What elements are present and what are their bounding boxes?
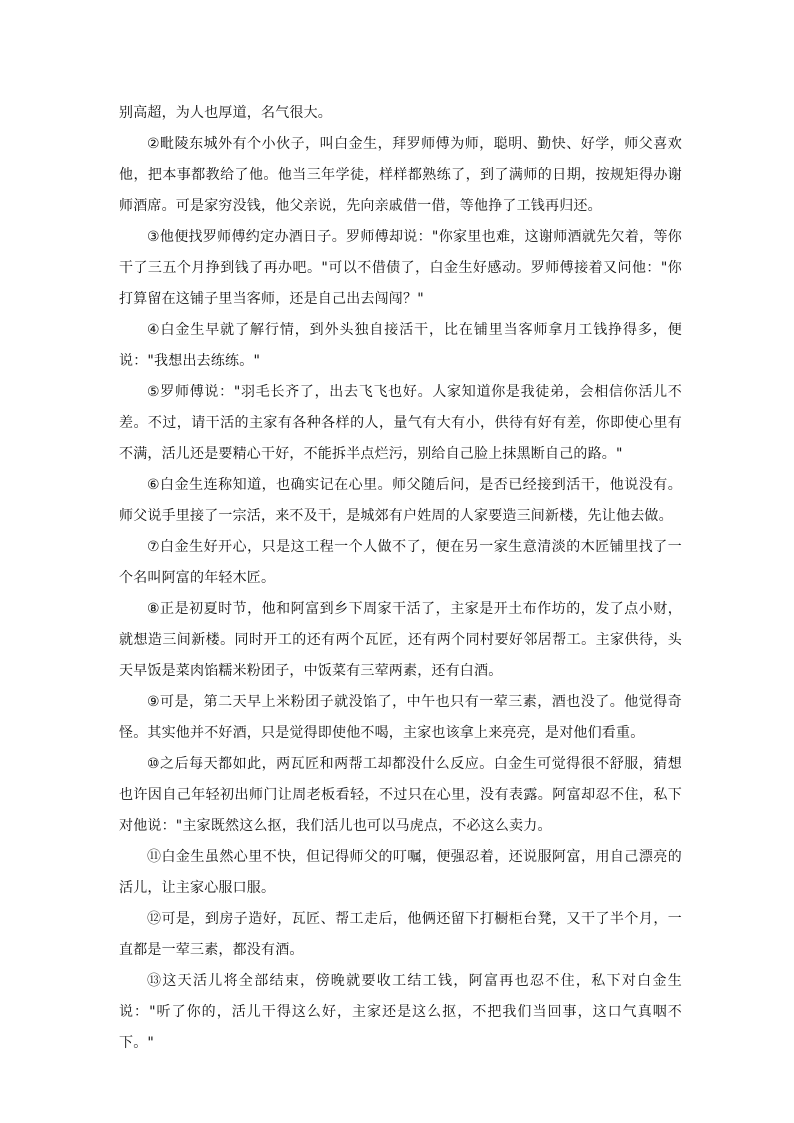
paragraph-12: ⑫可是，到房子造好，瓦匠、帮工走后，他俩还留下打橱柜台凳，又干了半个月，一直都是一荤三素，都没有酒。 bbox=[119, 911, 682, 958]
paragraph-5: ⑤罗师傅说："羽毛长齐了，出去飞飞也好。人家知道你是我徒弟，会相信你活儿不差。不过，请干活的主家有各种各样的人，量气有大有小，供待有好有差，你即使心里有不满，活儿还是要精心干好，不能拆半点烂污，别给自己脸上抹黑断自己的路。" bbox=[119, 384, 682, 462]
paragraph-13: ⑬这天活儿将全部结束，傍晚就要收工结工钱，阿富再也忍不住，私下对白金生说："听了你的，活儿干得这么好，主家还是这么抠，不把我们当回事，这口气真咽不下。" bbox=[119, 973, 682, 1051]
paragraph-9: ⑨可是，第二天早上米粉团子就没馅了，中午也只有一荤三素，酒也没了。他觉得奇怪。其实他并不好酒，只是觉得即使他不喝，主家也该拿上来亮亮，是对他们看重。 bbox=[119, 694, 682, 741]
paragraph-3: ③他便找罗师傅约定办酒日子。罗师傅却说："你家里也难，这谢师酒就先欠着，等你干了三五个月挣到钱了再办吧。"可以不借债了，白金生好感动。罗师傅接着又问他："你打算留在这铺子里当客师，还是自己出去闯闯？" bbox=[119, 229, 682, 307]
paragraph-8: ⑧正是初夏时节，他和阿富到乡下周家干活了，主家是开土布作坊的，发了点小财，就想造三间新楼。同时开工的还有两个瓦匠，还有两个同村要好邻居帮工。主家供待，头天早饭是菜肉馅糯米粉团子，中饭菜有三荤两素，还有白酒。 bbox=[119, 601, 682, 679]
paragraph-6: ⑥白金生连称知道，也确实记在心里。师父随后问，是否已经接到活干，他说没有。师父说手里接了一宗活，来不及干，是城郊有户姓周的人家要造三间新楼，先让他去做。 bbox=[119, 477, 682, 524]
paragraph-continued: 别高超，为人也厚道，名气很大。 bbox=[119, 105, 332, 121]
paragraph-7: ⑦白金生好开心，只是这工程一个人做不了，便在另一家生意清淡的木匠铺里找了一个名叫阿富的年轻木匠。 bbox=[119, 539, 682, 586]
paragraph-2: ②毗陵东城外有个小伙子，叫白金生，拜罗师傅为师，聪明、勤快、好学，师父喜欢他，把本事都教给了他。他当三年学徒，样样都熟练了，到了满师的日期，按规矩得办谢师酒席。可是家穷没钱，他父亲说，先向亲戚借一借，等他挣了工钱再归还。 bbox=[119, 136, 682, 214]
paragraph-4: ④白金生早就了解行情，到外头独自接活干，比在铺里当客师拿月工钱挣得多，便说："我想出去练练。" bbox=[119, 322, 682, 369]
paragraph-10: ⑩之后每天都如此，两瓦匠和两帮工却都没什么反应。白金生可觉得很不舒服，猜想也许因自己年轻初出师门让周老板看轻，不过只在心里，没有表露。阿富却忍不住，私下对他说："主家既然这么抠，我们活儿也可以马虎点，不必这么卖力。 bbox=[119, 756, 682, 834]
paragraph-11: ⑪白金生虽然心里不快，但记得师父的叮嘱，便强忍着，还说服阿富，用自己漂亮的活儿，让主家心服口服。 bbox=[119, 849, 682, 896]
